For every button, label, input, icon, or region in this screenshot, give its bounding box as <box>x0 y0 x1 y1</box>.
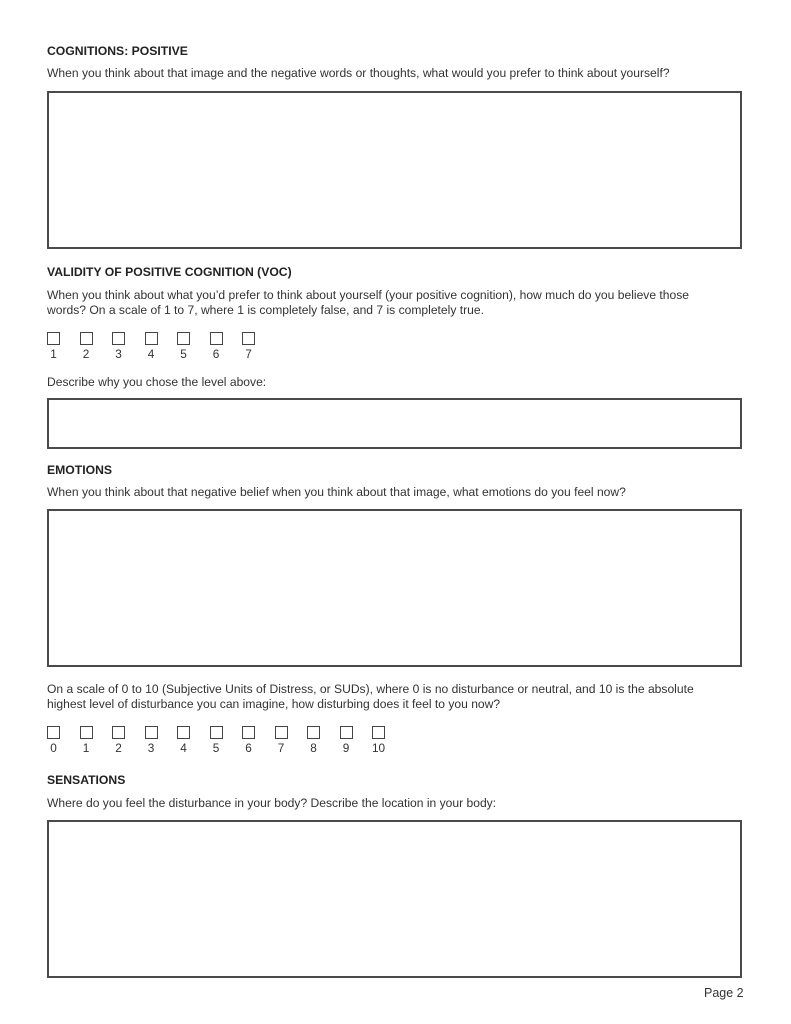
voc-option-1[interactable] <box>47 332 80 361</box>
cognitions-positive-heading: COGNITIONS: POSITIVE <box>47 44 188 58</box>
suds-option-7[interactable] <box>275 726 308 755</box>
checkbox[interactable] <box>177 332 190 345</box>
page-number: Page 2 <box>704 986 744 1000</box>
voc-describe-answer-field[interactable] <box>47 398 742 449</box>
checkbox[interactable] <box>80 332 93 345</box>
sensations-heading: SENSATIONS <box>47 773 126 787</box>
suds-option-label: 2 <box>115 741 122 755</box>
suds-option-4[interactable] <box>177 726 210 755</box>
checkbox[interactable] <box>145 726 158 739</box>
voc-option-label: 2 <box>82 347 90 361</box>
checkbox[interactable] <box>372 726 385 739</box>
voc-describe-prompt: Describe why you chose the level above: <box>47 375 267 389</box>
voc-option-2[interactable] <box>80 332 113 361</box>
suds-option-2[interactable] <box>112 726 145 755</box>
voc-prompt-line-2: words? On a scale of 1 to 7, where 1 is completely false, and 7 is completely true. <box>47 303 484 317</box>
suds-prompt-line-2: highest level of disturbance you can imagine, how disturbing does it feel to you now? <box>47 697 501 711</box>
checkbox[interactable] <box>275 726 288 739</box>
voc-option-label: 5 <box>180 347 187 361</box>
checkbox[interactable] <box>112 332 125 345</box>
voc-heading: VALIDITY OF POSITIVE COGNITION (VOC) <box>47 265 292 279</box>
checkbox[interactable] <box>340 726 353 739</box>
voc-option-5[interactable] <box>177 332 210 361</box>
voc-option-label: 3 <box>115 347 122 361</box>
checkbox[interactable] <box>210 726 223 739</box>
suds-option-label: 5 <box>212 741 220 755</box>
voc-option-label: 1 <box>50 347 57 361</box>
checkbox[interactable] <box>242 332 255 345</box>
checkbox[interactable] <box>112 726 125 739</box>
suds-prompt-line-1: On a scale of 0 to 10 (Subjective Units of Distress, or SUDs), where 0 is no disturbance or neutral, and 10 is the absolute <box>47 682 694 696</box>
checkbox[interactable] <box>307 726 320 739</box>
checkbox[interactable] <box>242 726 255 739</box>
suds-option-6[interactable] <box>242 726 275 755</box>
sensations-answer-field[interactable] <box>47 820 742 978</box>
voc-option-6[interactable] <box>210 332 243 361</box>
suds-option-label: 0 <box>50 741 57 755</box>
emotions-answer-field[interactable] <box>47 509 742 667</box>
voc-option-label: 4 <box>147 347 155 361</box>
checkbox[interactable] <box>210 332 223 345</box>
voc-option-label: 7 <box>245 347 252 361</box>
voc-option-4[interactable] <box>145 332 178 361</box>
suds-option-5[interactable] <box>210 726 243 755</box>
suds-option-label: 4 <box>180 741 187 755</box>
suds-option-9[interactable] <box>340 726 373 755</box>
checkbox[interactable] <box>47 726 60 739</box>
voc-option-label: 6 <box>212 347 220 361</box>
suds-option-label: 9 <box>342 741 350 755</box>
voc-prompt-line-1: When you think about what you’d prefer to think about yourself (your positive cognition), how much do you believe those <box>47 288 690 302</box>
suds-option-label: 3 <box>147 741 155 755</box>
suds-scale <box>47 726 405 755</box>
suds-option-label: 8 <box>310 741 317 755</box>
suds-option-label: 7 <box>277 741 285 755</box>
checkbox[interactable] <box>177 726 190 739</box>
cognitions-positive-prompt: When you think about that image and the negative words or thoughts, what would you prefer to think about yourself? <box>47 66 670 80</box>
checkbox[interactable] <box>80 726 93 739</box>
checkbox[interactable] <box>145 332 158 345</box>
suds-option-10[interactable] <box>372 726 405 755</box>
voc-option-3[interactable] <box>112 332 145 361</box>
voc-scale <box>47 332 275 361</box>
suds-option-label: 1 <box>82 741 90 755</box>
checkbox[interactable] <box>47 332 60 345</box>
suds-option-0[interactable] <box>47 726 80 755</box>
emotions-heading: EMOTIONS <box>47 463 113 477</box>
voc-option-7[interactable] <box>242 332 275 361</box>
suds-option-1[interactable] <box>80 726 113 755</box>
suds-option-label: 10 <box>372 741 386 755</box>
sensations-prompt: Where do you feel the disturbance in your body? Describe the location in your body: <box>47 796 497 810</box>
positive-cognition-answer-field[interactable] <box>47 91 742 249</box>
suds-option-8[interactable] <box>307 726 340 755</box>
suds-option-label: 6 <box>245 741 252 755</box>
emotions-prompt: When you think about that negative belief when you think about that image, what emotions do you feel now? <box>47 485 626 499</box>
suds-option-3[interactable] <box>145 726 178 755</box>
